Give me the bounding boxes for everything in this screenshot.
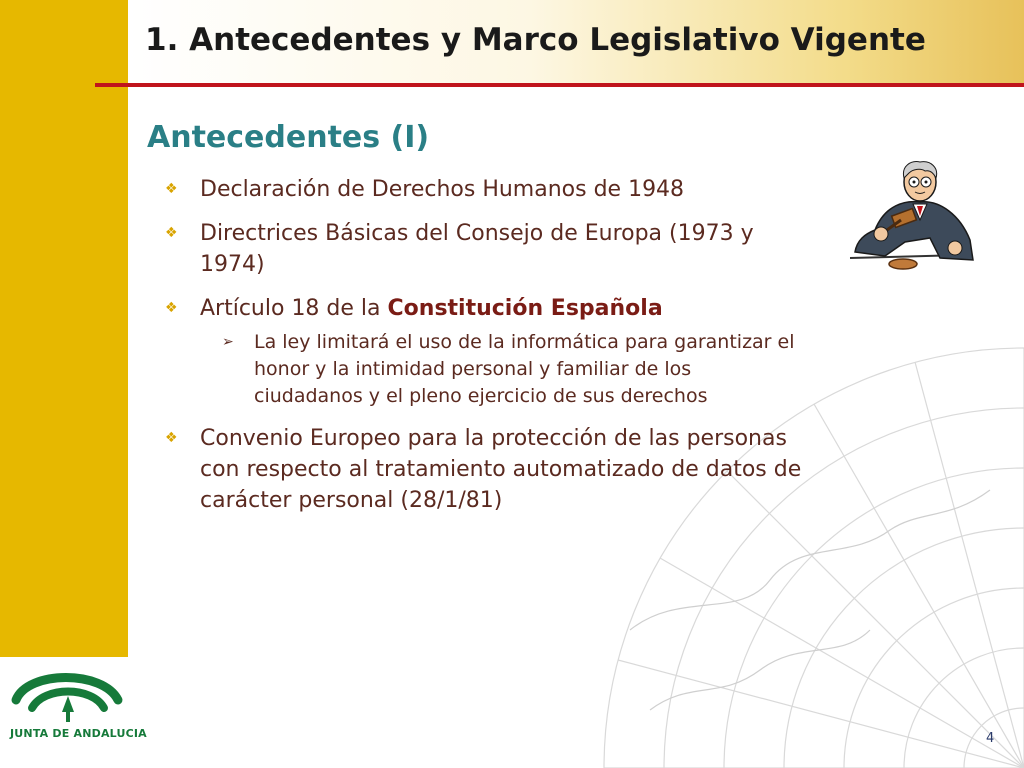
bullet-text: Declaración de Derechos Humanos de 1948 <box>200 177 685 202</box>
slide-title: 1. Antecedentes y Marco Legislativo Vigente <box>145 22 926 58</box>
list-item <box>165 423 805 516</box>
diamond-bullet-icon: ❖ <box>165 300 178 316</box>
judge-with-gavel-icon <box>845 160 980 275</box>
page-number: 4 <box>986 731 995 746</box>
diamond-bullet-icon: ❖ <box>165 225 178 241</box>
sub-list-item <box>165 329 805 410</box>
bullet-list <box>165 174 805 529</box>
bullet-text: Convenio Europeo para la protección de las personas con respecto al tratamiento automatizado de datos de carácter personal (28/1/81) <box>200 426 802 513</box>
list-item <box>165 293 805 324</box>
bullet-text-emphasis: Constitución Española <box>387 296 663 321</box>
diamond-bullet-icon: ❖ <box>165 181 178 197</box>
arrow-bullet-icon: ➢ <box>222 334 234 350</box>
left-accent-bar <box>0 0 128 657</box>
list-item <box>165 218 805 280</box>
list-item <box>165 174 805 205</box>
diamond-bullet-icon: ❖ <box>165 430 178 446</box>
title-underline <box>95 83 1024 87</box>
sub-bullet-text: La ley limitará el uso de la informática para garantizar el honor y la intimidad personal y familiar de los ciudadanos y el pleno ejercicio de sus derechos <box>254 331 795 407</box>
section-subtitle: Antecedentes (I) <box>147 120 430 155</box>
logo-text: JUNTA DE ANDALUCIA <box>10 727 147 740</box>
bullet-text-prefix: Artículo 18 de la <box>200 296 388 321</box>
bullet-text: Directrices Básicas del Consejo de Europa (1973 y 1974) <box>200 221 754 277</box>
